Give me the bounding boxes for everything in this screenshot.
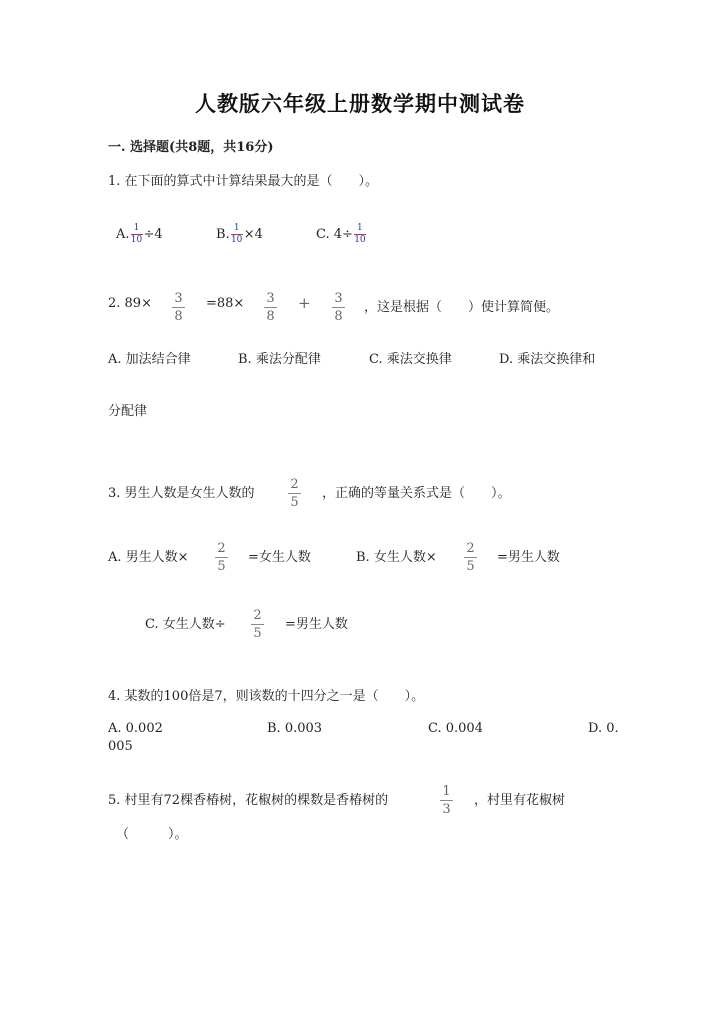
option-expression: ×4: [243, 227, 263, 242]
question-4-option-a: A. 0.002: [108, 721, 163, 736]
numerator: 1: [233, 223, 240, 233]
question-1-option-a: [116, 224, 163, 245]
question-3-option-a-text: A. 男生人数×: [108, 550, 189, 565]
numerator: 2: [217, 541, 226, 556]
fraction-bar: [264, 307, 277, 308]
denominator: 5: [290, 495, 299, 510]
fraction-bar: [332, 307, 345, 308]
numerator: 3: [334, 291, 343, 306]
fraction-bar: [215, 557, 228, 558]
numerator: 2: [253, 608, 262, 623]
denominator: 10: [230, 235, 243, 245]
question-4-option-b: B. 0.003: [267, 721, 323, 736]
question-2-option-d-continued: 分配律: [108, 404, 148, 419]
question-2-part1: 2. 89×: [108, 296, 152, 311]
fraction-bar: [288, 493, 301, 494]
numerator: 1: [442, 784, 451, 799]
question-5-answer-blank: （ ）。: [116, 827, 188, 842]
option-label: B.: [216, 227, 230, 242]
denominator: 10: [354, 235, 366, 245]
fraction-bar: [251, 624, 264, 625]
question-1-option-c: [316, 224, 367, 245]
fraction: [231, 224, 243, 245]
denominator: 10: [130, 235, 143, 245]
option-expression: ÷4: [143, 227, 163, 242]
section-heading: 一. 选择题(共8题，共16分): [108, 140, 274, 155]
fraction-2-5: [251, 608, 264, 641]
plus-sign: +: [298, 294, 311, 312]
question-2-option-b: B. 乘法分配律: [238, 352, 321, 367]
fraction-2-5: [215, 541, 228, 574]
fraction-3-8: [332, 291, 345, 324]
question-2-option-a: A. 加法结合律: [108, 352, 191, 367]
option-label: C. 4÷: [316, 227, 353, 242]
denominator: 8: [334, 309, 343, 324]
denominator: 3: [442, 802, 451, 817]
numerator: 3: [266, 291, 275, 306]
numerator: 3: [174, 291, 183, 306]
fraction-1-3: [440, 784, 453, 817]
fraction: [354, 224, 366, 245]
denominator: 8: [174, 309, 183, 324]
fraction-2-5: [288, 477, 301, 510]
numerator: 2: [466, 541, 475, 556]
fraction-2-5: [464, 541, 477, 574]
question-3-stem-end: ，正确的等量关系式是（ ）。: [322, 486, 511, 501]
numerator: 1: [357, 223, 363, 233]
question-2-part2: =88×: [206, 296, 245, 311]
question-3-option-c-result: =男生人数: [285, 617, 348, 632]
numerator: 1: [133, 223, 140, 233]
denominator: 5: [217, 559, 226, 574]
denominator: 8: [266, 309, 275, 324]
fraction-bar: [464, 557, 477, 558]
denominator: 5: [253, 626, 262, 641]
question-3-option-b-text: B. 女生人数×: [356, 550, 437, 565]
question-5-stem-end: ，村里有花椒树: [474, 793, 566, 808]
option-label: A.: [116, 227, 130, 242]
question-4-stem: 4. 某数的100倍是7，则该数的十四分之一是（ ）。: [108, 689, 425, 704]
question-1-stem: 1. 在下面的算式中计算结果最大的是（ ）。: [108, 174, 379, 189]
question-5-stem: 5. 村里有72棵香椿树，花椒树的棵数是香椿树的: [108, 793, 389, 808]
question-4-option-c: C. 0.004: [428, 721, 483, 736]
numerator: 2: [290, 477, 299, 492]
question-1-option-b: [216, 224, 263, 245]
question-4-option-d-continued: 005: [108, 739, 133, 754]
question-2-option-d: D. 乘法交换律和: [499, 352, 596, 367]
fraction-bar: [172, 307, 185, 308]
fraction-3-8: [264, 291, 277, 324]
fraction-bar: [440, 800, 453, 801]
question-2-part3: ，这是根据（ ）使计算简便。: [364, 300, 560, 315]
question-3-option-a-result: =女生人数: [248, 550, 311, 565]
page-title: 人教版六年级上册数学期中测试卷: [195, 91, 525, 116]
question-3-stem: 3. 男生人数是女生人数的: [108, 486, 255, 501]
fraction: [131, 224, 143, 245]
question-3-option-b-result: =男生人数: [497, 550, 560, 565]
denominator: 5: [466, 559, 475, 574]
question-4-option-d: D. 0.: [588, 721, 619, 736]
question-3-option-c-text: C. 女生人数÷: [145, 617, 226, 632]
fraction-3-8: [172, 291, 185, 324]
question-2-option-c: C. 乘法交换律: [369, 352, 452, 367]
